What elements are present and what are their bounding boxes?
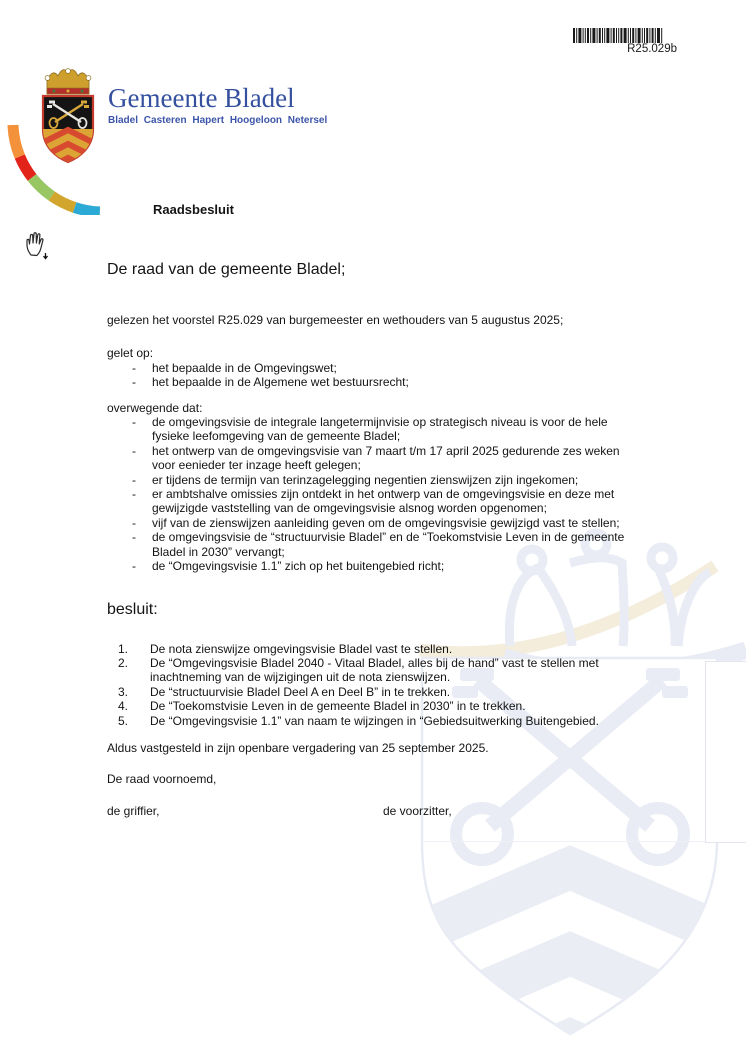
org-villages: Bladel Casteren Hapert Hoogeloon Netersel bbox=[108, 115, 328, 126]
document-body bbox=[107, 254, 644, 819]
barcode-label: R25.029b bbox=[627, 43, 677, 55]
number-marker: 3. bbox=[118, 684, 129, 699]
list-item bbox=[107, 559, 644, 573]
barcode-icon bbox=[573, 28, 673, 43]
list-item-text: vijf van de zienswijzen aanleiding geven om de omgevingsvisie gewijzigd vast te stellen; bbox=[152, 515, 620, 530]
list-item bbox=[107, 530, 644, 559]
list-item bbox=[107, 375, 644, 389]
gelet-op-label: gelet op: bbox=[107, 346, 154, 361]
numbered-item bbox=[107, 656, 644, 685]
list-item bbox=[107, 487, 644, 516]
signature-row bbox=[107, 804, 644, 819]
org-name: Gemeente Bladel bbox=[108, 83, 295, 113]
numbered-item-text: De “Omgevingsvisie 1.1” van naam te wijzingen in “Gebiedsuitwerking Buitengebied. bbox=[150, 713, 599, 728]
list-item-text: er tijdens de termijn van terinzagelegging negentien zienswijzen zijn ingekomen; bbox=[152, 472, 579, 487]
numbered-item-text: De nota zienswijze omgevingsvisie Bladel vast te stellen. bbox=[150, 641, 453, 656]
signature-griffier: de griffier, bbox=[107, 803, 160, 818]
numbered-item bbox=[107, 685, 644, 699]
council-line: De raad voornoemd, bbox=[107, 772, 217, 787]
numbered-item bbox=[107, 699, 644, 713]
list-item bbox=[107, 415, 644, 444]
numbered-item bbox=[107, 642, 644, 656]
list-item-text: de omgevingsvisie de “structuurvisie Bladel” en de “Toekomstvisie Leven in de gemeente Bladel in 2030” vervangt; bbox=[152, 530, 625, 559]
bullet-marker: - bbox=[132, 530, 136, 545]
bullet-marker: - bbox=[132, 487, 136, 502]
list-item-text: de “Omgevingsvisie 1.1” zich op het buitengebied richt; bbox=[152, 559, 445, 574]
list-item-text: het bepaalde in de Omgevingswet; bbox=[152, 360, 337, 375]
bullet-marker: - bbox=[132, 360, 136, 375]
list-item bbox=[107, 516, 644, 530]
number-marker: 2. bbox=[118, 655, 129, 670]
bullet-marker: - bbox=[132, 559, 136, 574]
numbered-item bbox=[107, 714, 644, 728]
bullet-marker: - bbox=[132, 472, 136, 487]
logo-swoosh-arc bbox=[5, 90, 170, 215]
watermark-edge-line bbox=[422, 841, 746, 842]
number-marker: 1. bbox=[118, 641, 129, 656]
signature-voorzitter: de voorzitter, bbox=[383, 803, 452, 818]
bullet-marker: - bbox=[132, 443, 136, 458]
salutation-line: De raad van de gemeente Bladel; bbox=[107, 261, 346, 278]
bullet-marker: - bbox=[132, 375, 136, 390]
list-item bbox=[107, 473, 644, 487]
list-item-text: de omgevingsvisie de integrale langetermijnvisie op strategisch niveau is voor de hele fysieke leefomgeving van de gemeente Bladel; bbox=[152, 415, 608, 444]
list-item-text: het ontwerp van de omgevingsvisie van 7 maart t/m 17 april 2025 gedurende zes weken voor eenieder ter inzage heeft gelegen; bbox=[152, 443, 620, 473]
hand-tool-cursor-icon[interactable] bbox=[24, 231, 50, 261]
numbered-item-text: De “Toekomstvisie Leven in de gemeente Bladel in 2030” in te trekken. bbox=[150, 699, 526, 714]
numbered-item-text: De “structuurvisie Bladel Deel A en Deel B” in te trekken. bbox=[150, 684, 451, 699]
list-item bbox=[107, 361, 644, 375]
closing-line: Aldus vastgesteld in zijn openbare vergadering van 25 september 2025. bbox=[107, 740, 489, 755]
down-arrow bbox=[44, 253, 48, 259]
list-item bbox=[107, 444, 644, 473]
besluit-label: besluit: bbox=[107, 600, 158, 618]
bullet-marker: - bbox=[132, 515, 136, 530]
overwegende-label: overwegende dat: bbox=[107, 400, 203, 415]
list-item-text: er ambtshalve omissies zijn ontdekt in het ontwerp van de omgevingsvisie en deze met gewijzigde vaststelling van de omgevingsvisie alsnog worden opgenomen; bbox=[152, 487, 615, 516]
read-clause: gelezen het voorstel R25.029 van burgemeester en wethouders van 5 augustus 2025; bbox=[107, 313, 564, 327]
number-marker: 4. bbox=[118, 699, 129, 714]
list-item-text: het bepaalde in de Algemene wet bestuursrecht; bbox=[152, 375, 409, 390]
bullet-marker: - bbox=[132, 415, 136, 430]
document-type-heading: Raadsbesluit bbox=[153, 202, 234, 217]
hand-shape bbox=[27, 233, 43, 256]
numbered-item-text: De “Omgevingsvisie Bladel 2040 - Vitaal Bladel, alles bij de hand” vast te stellen met inachtneming van de wijzigingen uit de nota zienswijzen. bbox=[150, 655, 599, 685]
number-marker: 5. bbox=[118, 713, 129, 728]
margin-cover-box bbox=[705, 661, 746, 843]
